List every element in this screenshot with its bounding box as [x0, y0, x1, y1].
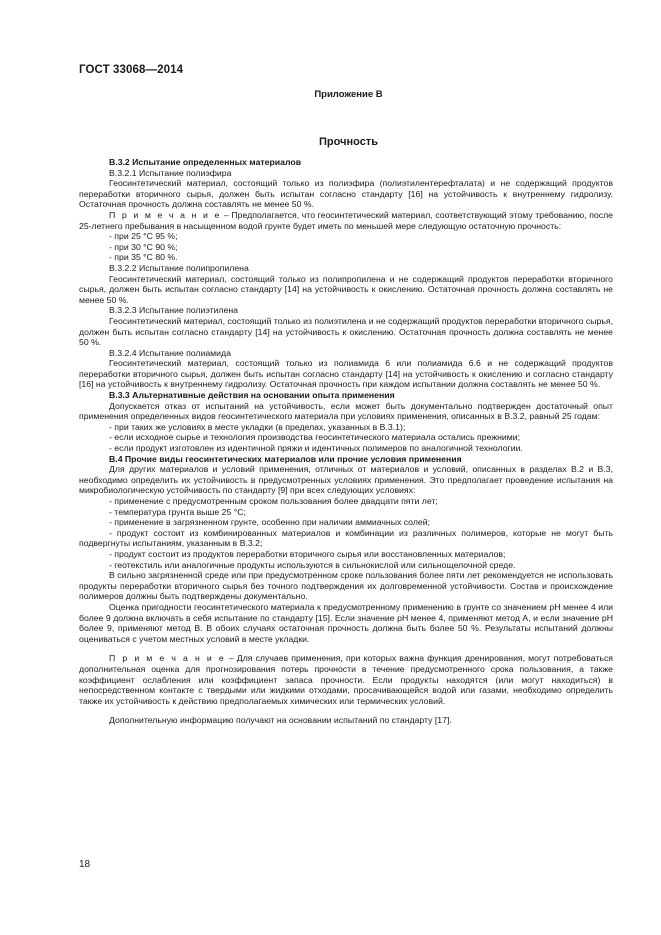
paragraph: В сильно загрязненной среде или при предусмотренном сроке пользования более пяти лет рекомендуется не использовать продукты переработки вторичного сырья без точного подтверждения их долговременной устойчивости. Состав и происхождение полимеров должны быть подтверждены документально. [79, 570, 613, 602]
note-paragraph [79, 210, 613, 231]
list-item: - применение с предусмотренным сроком пользования более двадцати пяти лет; [109, 496, 438, 506]
paragraph: В.3.2.3 Испытание полиэтилена [109, 305, 238, 316]
note-label: П р и м е ч а н и е [109, 653, 226, 664]
paragraph: Геосинтетический материал, состоящий только из полипропилена и не содержащий продуктов переработки вторичного сырья, должен быть испытан согласно стандарту [14] на устойчивость к окислению. Остаточная прочность должна составлять не менее 50 %. [79, 273, 613, 305]
list-item: - при 35 °С 80 %. [109, 252, 178, 263]
list-item: - применение в загрязненном грунте, особенно при наличии аммиачных солей; [109, 517, 430, 528]
paragraph: В.3.2.2 Испытание полипропилена [109, 262, 249, 273]
list-item: - температура грунта выше 25 °С; [109, 506, 246, 517]
appendix-label: Приложение В [314, 89, 383, 100]
paragraph: Для других материалов и условий применения, отличных от материалов и условий, описанных в разделах В.2 и В.3, необходимо определить их устойчивость в предусмотренных условиях применения. Это предполагает проведение испытания на микробиологическую устойчивость по стандарту [9] при всех следующих условиях: [79, 464, 613, 496]
section-title: Прочность [319, 136, 378, 148]
paragraph: Допускается отказ от испытаний на устойчивость, если может быть документально подтвержден достаточный опыт применения определенных видов геосинтетического материала при условиях применения, описанных в В.3.2, равный 25 годам: [79, 400, 613, 422]
paragraph: Геосинтетический материал, состоящий только из полиэтилена и не содержащий продуктов переработки вторичного сырья, должен быть испытан согласно стандарту [14] на устойчивость к окислению. Остаточная прочность должна составлять не менее 50 %. [79, 315, 613, 348]
note-text: – Для случаев применения, при которых важна функция дренирования, могут потребоваться дополнительная оценка для прогнозирования потерь прочности в течение предусмотренного срока пользования, а также коэффициент ослабления или коэффициент запаса прочности. Если продукты находятся (или могут находиться) в непосредственном контакте с твердыми или жидкими отходами, просачивающейся водой или газами, необходимо определить также их устойчивость к действию предполагаемых химических или термических условий. [79, 653, 613, 706]
list-item: - при 25 °С 95 %; [109, 231, 178, 242]
list-item: - при 30 °С 90 %; [109, 241, 178, 252]
paragraph: В.3.3 Альтернативные действия на основании опыта применения [109, 390, 395, 401]
list-item: - при таких же условиях в месте укладки (в пределах, указанных в В.3.1); [109, 421, 406, 432]
paragraph: В.3.2.4 Испытание полиамида [109, 347, 231, 358]
list-item: - продукт состоит из комбинированных материалов и комбинации из различных полимеров, которые не могут быть подвергнуты испытаниям, указанным в В.3.2; [79, 527, 613, 549]
standard-code: ГОСТ 33068—2014 [79, 64, 184, 76]
paragraph: Геосинтетический материал, состоящий только из полиамида 6 или полиамида 6.6 и не содержащий продуктов переработки вторичного сырья, должен быть испытан согласно стандарту [14] на устойчивость к окислению и согласно стандарту [16] на устойчивость к внутреннему гидролизу. Остаточная прочность при каждом испытании должна составлять не менее 50 %. [79, 358, 613, 390]
paragraph: Геосинтетический материал, состоящий только из полиэфира (полиэтилентерефталата) и не содержащий продуктов переработки вторичного сырья, должен быть испытан согласно стандарту [16] на устойчивость к внутреннему гидролизу. Остаточная прочность должна составлять не менее 50 %. [79, 178, 613, 210]
paragraph: В.3.2 Испытание определенных материалов [109, 157, 302, 167]
list-item: - геотекстиль или аналогичные продукты используются в сильнокислой или сильнощелочной среде. [109, 559, 516, 570]
list-item: - если продукт изготовлен из идентичной пряжи и идентичных полимеров по аналогичной технологии. [109, 443, 523, 454]
paragraph: Оценка пригодности геосинтетического материала к предусмотренному применению в грунте со значением рН менее 4 или более 9 должна включать в себя испытание по стандарту [15]. Если значение рН менее 4, применяют метод А, и если значение рН более 9, применяют метод В. В обоих случаях остаточная прочность должна быть более 50 %. Результаты испытаний должны оцениваться с учетом местных условий в месте укладки. [79, 601, 613, 644]
document-body [79, 157, 613, 726]
page-number: 18 [79, 859, 91, 870]
note-text: – Предполагается, что геосинтетический материал, соответствующий этому требованию, после 25-летнего пребывания в насыщенном водой грунте будет иметь по меньшей мере следующую остаточную прочность: [79, 209, 613, 231]
note-paragraph [79, 653, 613, 706]
paragraph: В.4 Прочие виды геосинтетических материалов или прочие условия применения [109, 453, 462, 464]
list-item: - если исходное сырье и технология производства геосинтетического материала остались прежними; [109, 432, 521, 443]
paragraph: В.3.2.1 Испытание полиэфира [109, 167, 232, 178]
note-label: П р и м е ч а н и е [109, 209, 222, 220]
paragraph: Дополнительную информацию получают на основании испытаний по стандарту [17]. [109, 715, 452, 726]
list-item: - продукт состоит из продуктов переработки вторичного сырья или восстановленных материалов; [109, 548, 506, 559]
